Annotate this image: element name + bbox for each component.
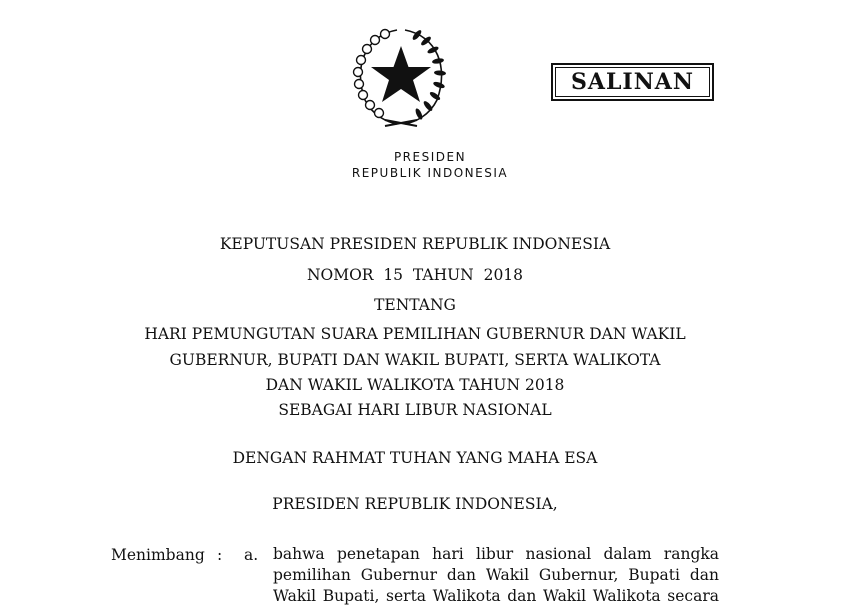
presidential-emblem-icon <box>345 22 457 128</box>
item-letter: a. <box>244 546 259 564</box>
decree-number: NOMOR 15 TAHUN 2018 <box>306 266 524 284</box>
decree-about: TENTANG <box>374 296 456 314</box>
president-heading: PRESIDEN REPUBLIK INDONESIA, <box>272 495 558 513</box>
paragraph-line: bahwa penetapan hari libur nasional dalam rangka <box>273 545 719 563</box>
issuer-title: PRESIDEN <box>393 150 467 164</box>
menimbang-colon: : <box>217 546 223 564</box>
salinan-label: SALINAN <box>570 69 694 95</box>
invocation: DENGAN RAHMAT TUHAN YANG MAHA ESA <box>232 449 598 467</box>
subject-line: GUBERNUR, BUPATI DAN WAKIL BUPATI, SERTA WALIKOTA <box>169 351 661 369</box>
subject-line: SEBAGAI HARI LIBUR NASIONAL <box>278 401 552 419</box>
menimbang-paragraph <box>273 544 719 607</box>
issuer-country: REPUBLIK INDONESIA <box>351 166 509 180</box>
decree-title: KEPUTUSAN PRESIDEN REPUBLIK INDONESIA <box>219 235 611 253</box>
paragraph-line: pemilihan Gubernur dan Wakil Gubernur, Bupati dan <box>273 566 719 584</box>
subject-line: DAN WAKIL WALIKOTA TAHUN 2018 <box>265 376 565 394</box>
subject-line: HARI PEMUNGUTAN SUARA PEMILIHAN GUBERNUR DAN WAKIL <box>144 325 686 343</box>
paragraph-line: Wakil Bupati, serta Walikota dan Wakil Walikota secara <box>273 587 719 605</box>
salinan-stamp <box>551 63 714 101</box>
menimbang-label: Menimbang <box>111 546 205 564</box>
